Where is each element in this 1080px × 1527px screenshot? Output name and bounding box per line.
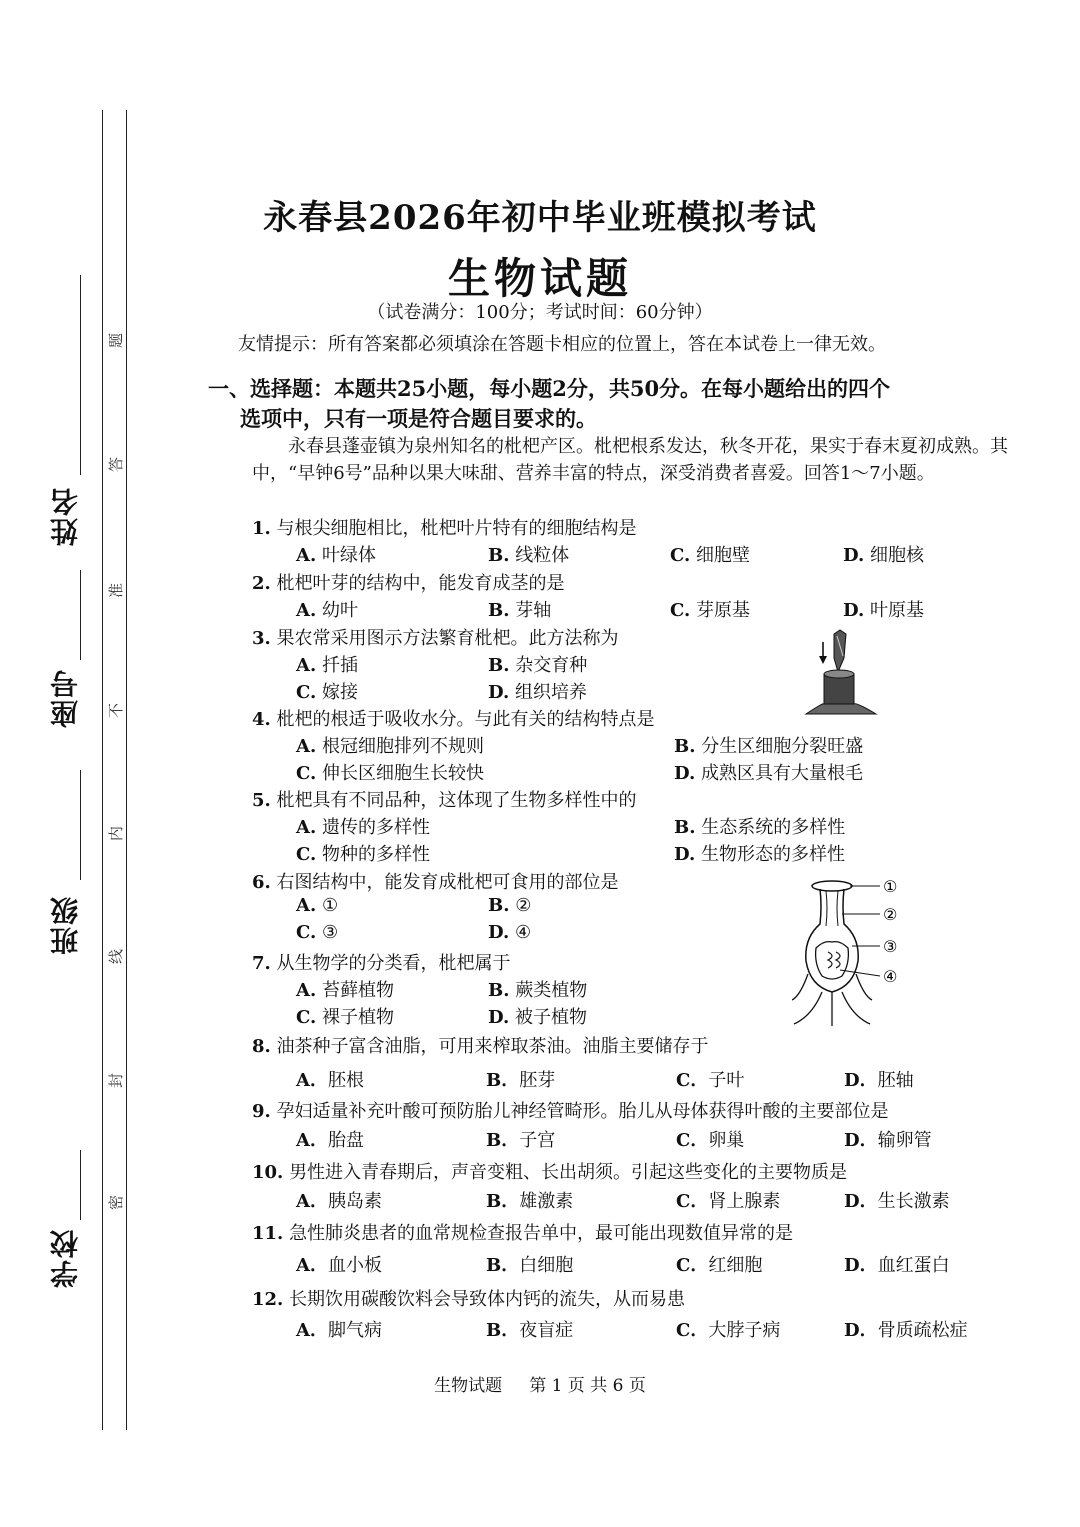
question-12: 12. 长期饮用碳酸饮料会导致体内钙的流失，从而易患 [252,1289,686,1310]
seal-char-mi: 密 [107,1194,126,1211]
q4-option-d[interactable]: D. 成熟区具有大量根毛 [674,763,863,784]
question-4: 4. 枇杷的根适于吸收水分。与此有关的结构特点是 [252,709,655,730]
q9-option-a[interactable]: A．胎盘 [296,1130,364,1151]
q5-option-a[interactable]: A. 遗传的多样性 [296,817,430,838]
name-field-label: 姓名 [49,486,82,546]
question-2: 2. 枇杷叶芽的结构中，能发育成茎的是 [252,573,565,594]
seal-char-da: 答 [107,456,126,473]
class-field-label: 班级 [49,895,82,955]
q7-option-d[interactable]: D. 被子植物 [488,1007,587,1028]
seal-char-feng: 封 [107,1072,126,1089]
q4-option-c[interactable]: C. 伸长区细胞生长较快 [296,763,485,784]
seal-char-bu: 不 [107,702,126,719]
exam-meta: （试卷满分：100分；考试时间：60分钟） [367,302,713,323]
q11-option-c[interactable]: C．红细胞 [676,1255,763,1276]
question-number: 1. [252,518,271,539]
section-heading-line2: 选项中，只有一项是符合题目要求的。 [240,406,597,431]
q1-option-c[interactable]: C. 细胞壁 [670,545,751,566]
q3-option-c[interactable]: C. 嫁接 [296,682,359,703]
q6-option-d[interactable]: D. ④ [488,922,532,943]
q4-option-a[interactable]: A. 根冠细胞排列不规则 [296,736,484,757]
figure-label-1: ① [883,877,898,896]
q8-option-d[interactable]: D．胚轴 [844,1070,914,1091]
question-5: 5. 枇杷具有不同品种，这体现了生物多样性中的 [252,790,637,811]
q1-option-a[interactable]: A. 叶绿体 [296,545,376,566]
footer-subject: 生物试题 [434,1376,503,1396]
q9-option-c[interactable]: C．卵巢 [676,1130,745,1151]
grafting-figure [800,628,880,718]
q3-option-d[interactable]: D. 组织培养 [488,682,587,703]
q10-option-b[interactable]: B．雄激素 [486,1191,574,1212]
q12-option-a[interactable]: A．脚气病 [296,1320,382,1341]
q8-option-b[interactable]: B．胚芽 [486,1070,556,1091]
question-3: 3. 果农常采用图示方法繁育枇杷。此方法称为 [252,628,619,649]
q9-option-d[interactable]: D．输卵管 [844,1130,932,1151]
q2-option-c[interactable]: C. 芽原基 [670,600,751,621]
question-7: 7. 从生物学的分类看，枇杷属于 [252,953,511,974]
friendly-tip: 友情提示：所有答案都必须填涂在答题卡相应的位置上，答在本试卷上一律无效。 [238,334,886,355]
school-field-label: 学校 [49,1228,82,1288]
section-heading-line1: 一、选择题：本题共25小题，每小题2分，共50分。在每小题给出的四个 [208,376,891,401]
question-1 [252,514,637,540]
figure-label-4: ④ [883,967,898,986]
class-blank[interactable] [80,770,81,880]
q10-option-c[interactable]: C．肾上腺素 [676,1191,781,1212]
question-6: 6. 右图结构中，能发育成枇杷可食用的部位是 [252,872,619,893]
q12-option-d[interactable]: D．骨质疏松症 [844,1320,968,1341]
reading-passage: 永春县蓬壶镇为泉州知名的枇杷产区。枇杷根系发达，秋冬开花，果实于春末夏初成熟。其中，“早钟6号”品种以果大味甜、营养丰富的特点，深受消费者喜爱。回答1～7小题。 [252,436,1008,484]
q6-option-b[interactable]: B. ② [488,895,532,916]
q8-option-a[interactable]: A．胚根 [296,1070,364,1091]
seal-char-zhun: 准 [107,582,126,599]
q10-option-d[interactable]: D．生长激素 [844,1191,950,1212]
q7-option-c[interactable]: C. 裸子植物 [296,1007,395,1028]
seat-blank[interactable] [80,570,81,660]
question-9: 9. 孕妇适量补充叶酸可预防胎儿神经管畸形。胎儿从母体获得叶酸的主要部位是 [252,1101,889,1122]
q1-option-b[interactable]: B. 线粒体 [488,545,570,566]
seal-char-xian: 线 [107,948,126,965]
q11-option-b[interactable]: B．白细胞 [486,1255,574,1276]
q2-option-d[interactable]: D. 叶原基 [843,600,924,621]
seal-char-ti: 题 [107,332,126,349]
q8-option-c[interactable]: C．子叶 [676,1070,745,1091]
exam-title: 永春县2026年初中毕业班模拟考试 [263,198,817,238]
subject-title: 生物试题 [447,254,632,303]
q3-option-b[interactable]: B. 杂交育种 [488,655,588,676]
footer-page-number: 第 1 页 共 6 页 [529,1376,646,1396]
question-8: 8. 油茶种子富含油脂，可用来榨取茶油。油脂主要储存于 [252,1036,709,1057]
question-10: 10. 男性进入青春期后，声音变粗、长出胡须。引起这些变化的主要物质是 [252,1162,848,1183]
seat-field-label: 座号 [49,668,82,728]
q2-option-a[interactable]: A. 幼叶 [296,600,358,621]
q12-option-b[interactable]: B．夜盲症 [486,1320,574,1341]
q5-option-b[interactable]: B. 生态系统的多样性 [674,817,846,838]
question-11: 11. 急性肺炎患者的血常规检查报告单中，最可能出现数值异常的是 [252,1223,794,1244]
q6-option-c[interactable]: C. ③ [296,922,339,943]
q5-option-c[interactable]: C. 物种的多样性 [296,844,431,865]
q5-option-d[interactable]: D. 生物形态的多样性 [674,844,845,865]
q7-option-b[interactable]: B. 蕨类植物 [488,980,588,1001]
page-footer [0,1371,1080,1396]
pistil-figure [792,876,922,1028]
q1-option-d[interactable]: D. 细胞核 [843,545,924,566]
question-stem: 与根尖细胞相比，枇杷叶片特有的细胞结构是 [276,518,637,539]
seal-char-nei: 内 [107,825,126,842]
figure-label-2: ② [883,905,898,924]
q2-option-b[interactable]: B. 芽轴 [488,600,552,621]
q10-option-a[interactable]: A．胰岛素 [296,1191,382,1212]
q9-option-b[interactable]: B．子宫 [486,1130,556,1151]
q11-option-a[interactable]: A．血小板 [296,1255,382,1276]
q11-option-d[interactable]: D．血红蛋白 [844,1255,950,1276]
q6-option-a[interactable]: A. ① [296,895,339,916]
q7-option-a[interactable]: A. 苔藓植物 [296,980,394,1001]
section-heading [208,374,1028,434]
school-blank[interactable] [80,1150,81,1220]
q4-option-b[interactable]: B. 分生区细胞分裂旺盛 [674,736,864,757]
figure-label-3: ③ [883,937,898,956]
q3-option-a[interactable]: A. 扦插 [296,655,358,676]
q12-option-c[interactable]: C．大脖子病 [676,1320,781,1341]
